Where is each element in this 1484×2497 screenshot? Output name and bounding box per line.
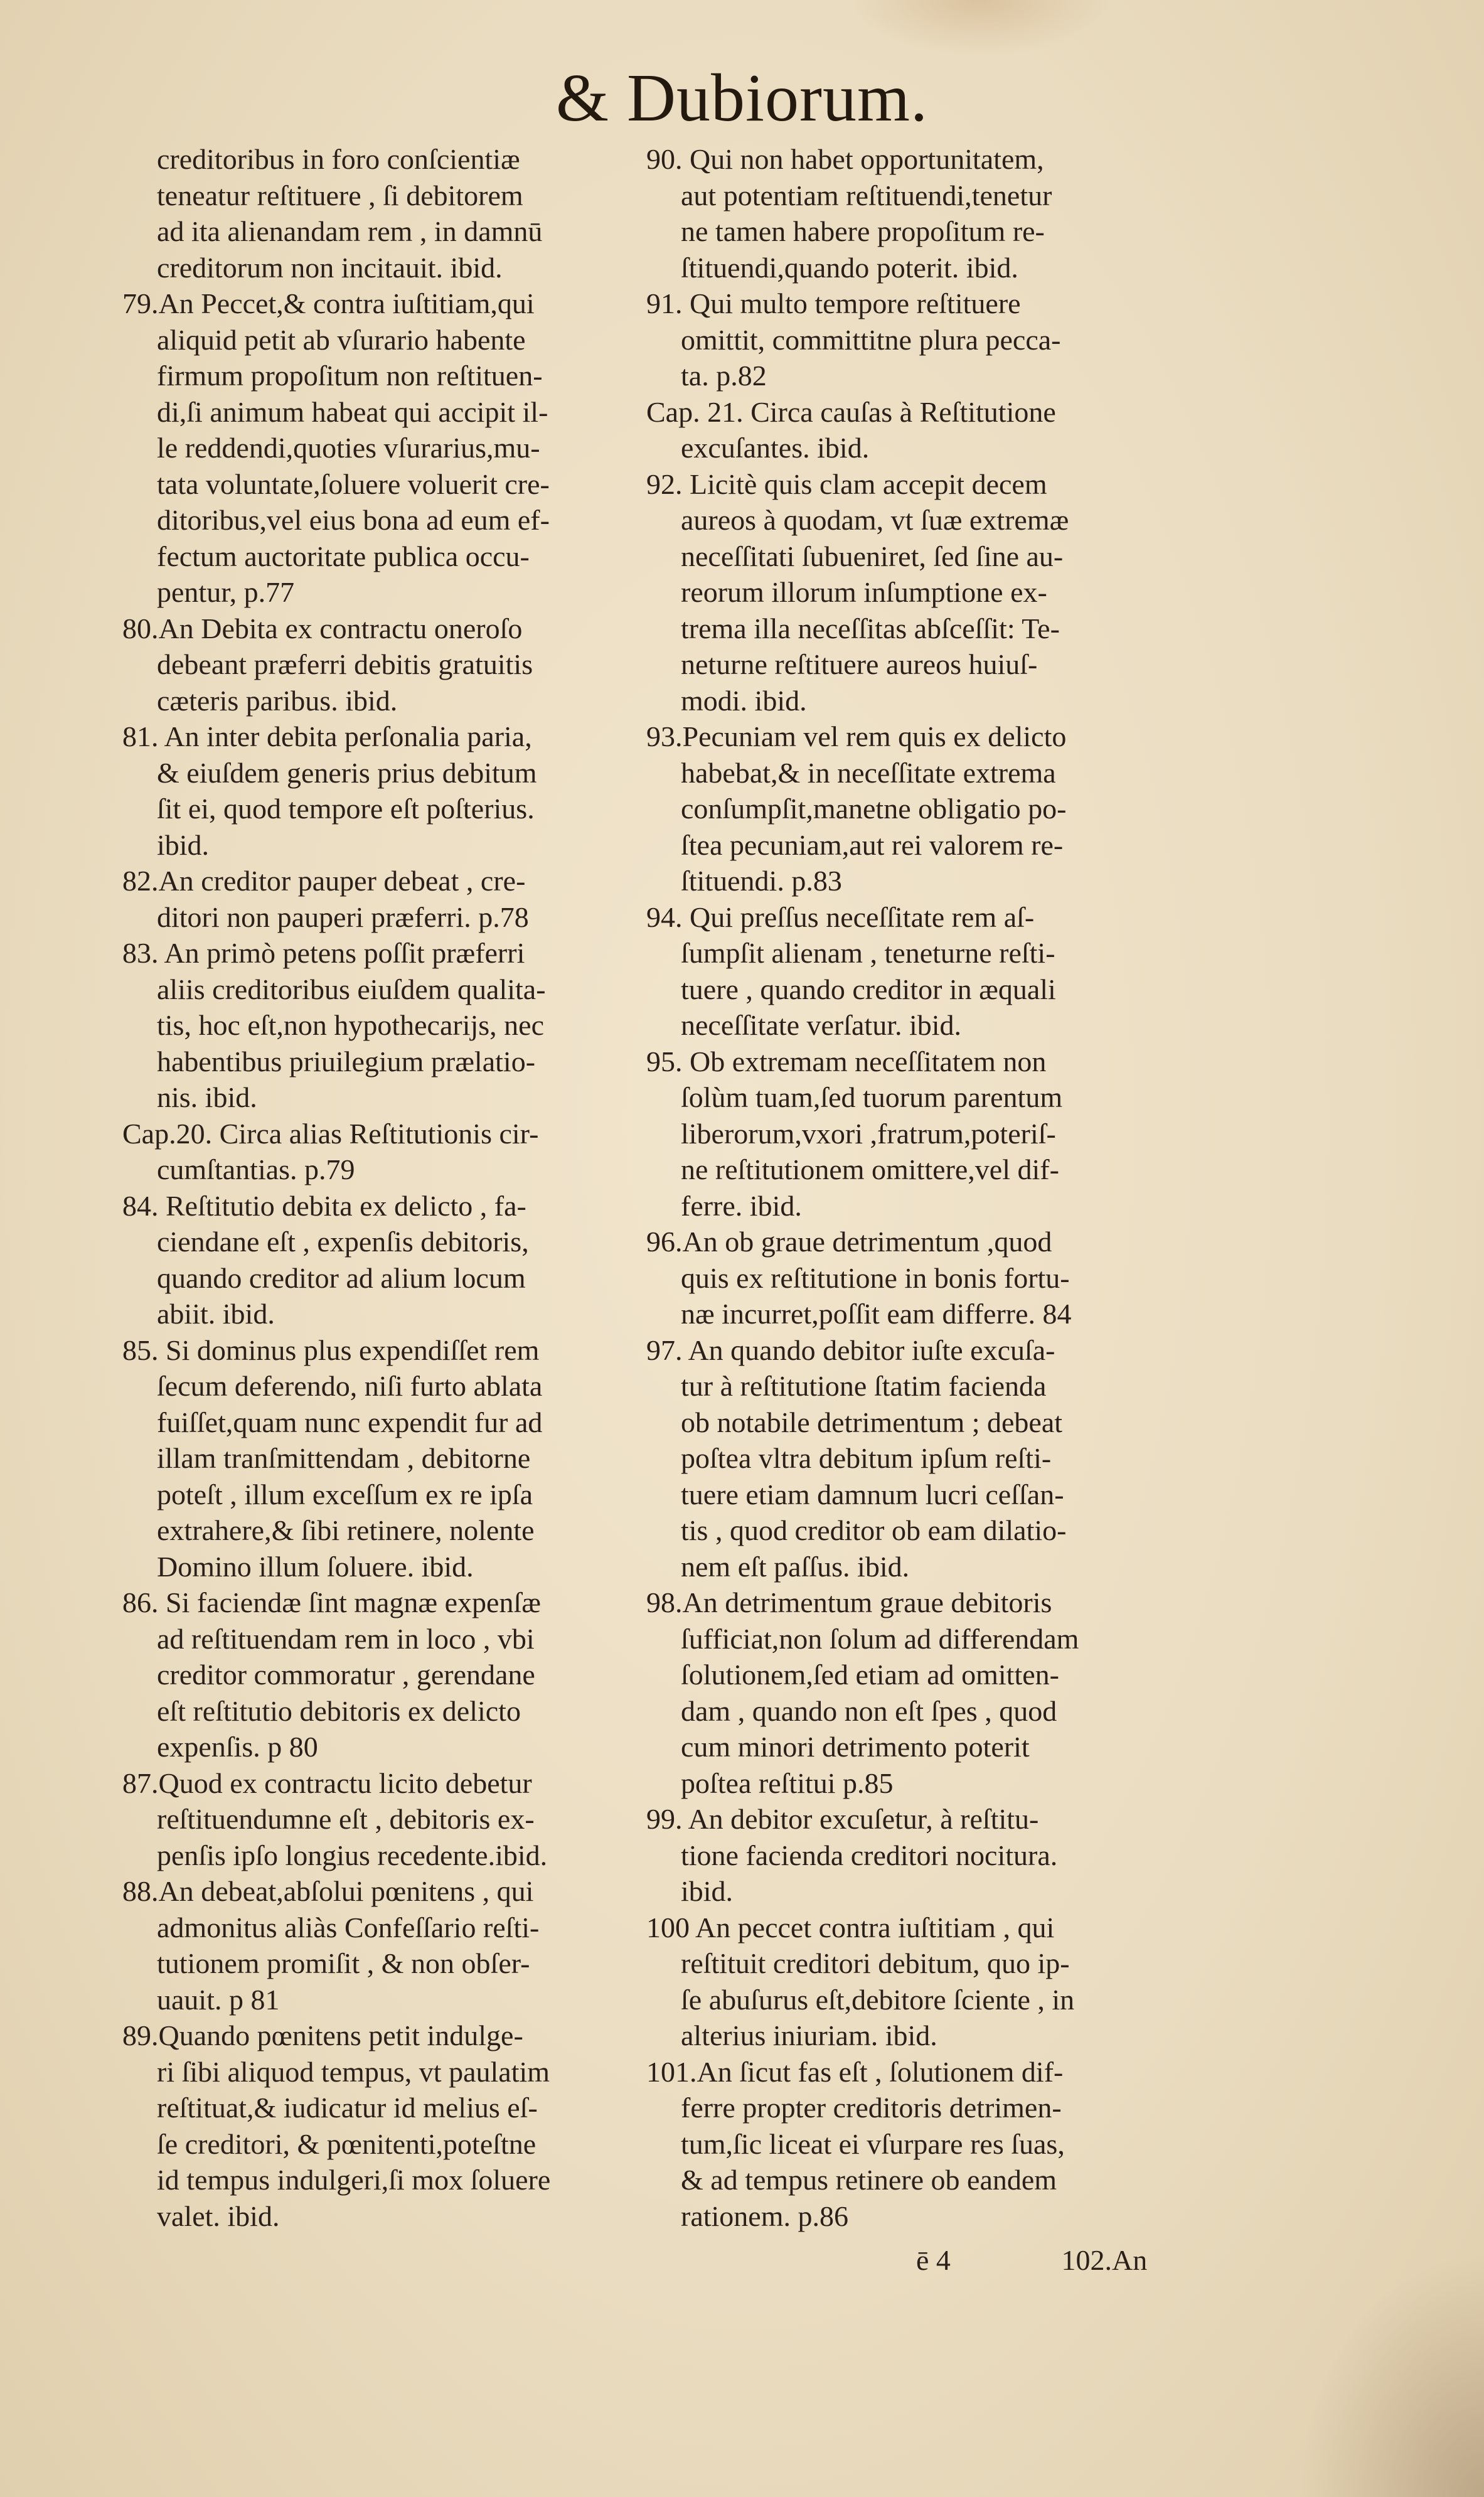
- entry-line: 98.An detrimentum graue debitoris: [646, 1586, 1052, 1618]
- entry-line: ſtituendi,quando poterit. ibid.: [681, 251, 1018, 284]
- entry-line: ferre propter creditoris detrimen-: [681, 2092, 1062, 2124]
- entry-line: habebat,& in neceſſitate extrema: [681, 756, 1056, 789]
- entry-line: ſolutionem,ſed etiam ad omitten-: [681, 1659, 1059, 1691]
- entry-line: creditorum non incitauit. ibid.: [157, 251, 503, 284]
- chapter-heading: [122, 1116, 599, 1188]
- entry-line: cum minori detrimento poterit: [681, 1731, 1030, 1763]
- index-entry: [646, 1910, 1148, 2054]
- paper-stain: [847, 0, 1111, 56]
- entry-line: ſecum deferendo, niſi furto ablata: [157, 1370, 543, 1402]
- entry-line: dam , quando non eſt ſpes , quod: [681, 1694, 1057, 1727]
- entry-line: teneatur reſtituere , ſi debitorem: [157, 179, 523, 211]
- page-footer: [916, 2243, 1147, 2277]
- index-entry: [122, 2018, 599, 2234]
- entry-line: ad ita alienandam rem , in damnū: [157, 215, 543, 247]
- entry-line: 84. Reſtitutio debita ex delicto , fa-: [122, 1189, 526, 1222]
- entry-line: valet. ibid.: [157, 2200, 280, 2232]
- entry-line: ciendane eſt , expenſis debitoris,: [157, 1226, 529, 1258]
- entry-line: 99. An debitor excuſetur, à reſtitu-: [646, 1803, 1039, 1835]
- entry-line: neceſſitate verſatur. ibid.: [681, 1009, 962, 1041]
- entry-line: conſumpſit,manetne obligatio po-: [681, 793, 1067, 825]
- entry-line: creditoribus in foro conſcientiæ: [157, 143, 520, 175]
- entry-line: 80.An Debita ex contractu oneroſo: [122, 612, 523, 644]
- entry-line: & ad tempus retinere ob eandem: [681, 2164, 1057, 2196]
- entry-line: aliis creditoribus eiuſdem qualita-: [157, 973, 546, 1005]
- entry-line: tutionem promiſit , & non obſer-: [157, 1947, 530, 1979]
- chapter-heading: [646, 394, 1148, 466]
- index-entry: [646, 1044, 1148, 1224]
- entry-line: tur à reſtitutione ſtatim facienda: [681, 1370, 1047, 1402]
- entry-line: fuiſſet,quam nunc expendit fur ad: [157, 1406, 543, 1438]
- entry-line: excuſantes. ibid.: [681, 432, 870, 464]
- entry-line: & eiuſdem generis prius debitum: [157, 756, 537, 789]
- entry-line: di,ſi animum habeat qui accipit il-: [157, 395, 548, 428]
- entry-line: quando creditor ad alium locum: [157, 1261, 526, 1294]
- entry-line: 95. Ob extremam neceſſitatem non: [646, 1045, 1047, 1077]
- entry-line: firmum propoſitum non reſtituen-: [157, 360, 543, 392]
- entry-line: ne reſtitutionem omittere,vel dif-: [681, 1153, 1059, 1185]
- entry-line: ſolùm tuam,ſed tuorum parentum: [681, 1081, 1063, 1113]
- entry-line: nem eſt paſſus. ibid.: [681, 1550, 910, 1583]
- catchword: 102.An: [1061, 2244, 1148, 2276]
- entry-line: alterius iniuriam. ibid.: [681, 2019, 937, 2051]
- entry-line: 92. Licitè quis clam accepit decem: [646, 468, 1047, 500]
- entry-line: ſe abuſurus eſt,debitore ſciente , in: [681, 1983, 1075, 2016]
- entry-line: nis. ibid.: [157, 1081, 257, 1113]
- index-entry: [122, 1188, 599, 1332]
- left-column: [122, 141, 599, 2234]
- index-entry: [646, 141, 1148, 286]
- entry-line: Cap.20. Circa alias Reſtitutionis cir-: [122, 1117, 539, 1150]
- entry-line: trema illa neceſſitas abſceſſit: Te-: [681, 612, 1060, 644]
- entry-line: quis ex reſtitutione in bonis fortu-: [681, 1261, 1070, 1294]
- entry-line: uauit. p 81: [157, 1983, 280, 2016]
- entry-line: debeant præferri debitis gratuitis: [157, 648, 533, 680]
- entry-line: expenſis. p 80: [157, 1731, 318, 1763]
- index-entry: [646, 1224, 1148, 1332]
- index-entry: [122, 1585, 599, 1765]
- entry-line: le reddendi,quoties vſurarius,mu-: [157, 432, 540, 464]
- entry-line: aureos à quodam, vt ſuæ extremæ: [681, 504, 1069, 536]
- entry-line: creditor commoratur , gerendane: [157, 1659, 535, 1691]
- entry-line: 81. An inter debita perſonalia paria,: [122, 720, 532, 752]
- signature-mark: ē 4: [916, 2244, 951, 2276]
- entry-line: reſtituendumne eſt , debitoris ex-: [157, 1803, 535, 1835]
- entry-line: poſtea reſtitui p.85: [681, 1767, 894, 1799]
- entry-line: cæteris paribus. ibid.: [157, 684, 398, 717]
- index-entry: [122, 1332, 599, 1585]
- entry-line: tis, hoc eſt,non hypothecarijs, nec: [157, 1009, 545, 1041]
- entry-line: omittit, committitne plura pecca-: [681, 323, 1061, 356]
- paper-stain: [1283, 2233, 1484, 2497]
- entry-line: abiit. ibid.: [157, 1298, 275, 1330]
- entry-line: 94. Qui preſſus neceſſitate rem aſ-: [646, 901, 1035, 933]
- entry-line: modi. ibid.: [681, 684, 807, 717]
- entry-line: ad reſtituendam rem in loco , vbi: [157, 1622, 535, 1655]
- running-head: & Dubiorum.: [556, 61, 928, 136]
- index-entry: [646, 719, 1148, 899]
- entry-line: ſufficiat,non ſolum ad differendam: [681, 1622, 1079, 1655]
- entry-line: aliquid petit ab vſurario habente: [157, 323, 526, 356]
- entry-line: penſis ipſo longius recedente.ibid.: [157, 1839, 548, 1871]
- entry-line: habentibus priuilegium prælatio-: [157, 1045, 536, 1077]
- entry-line: ibid.: [681, 1875, 734, 1907]
- entry-line: ſtea pecuniam,aut rei valorem re-: [681, 828, 1064, 861]
- right-column: [646, 141, 1148, 2234]
- entry-line: 85. Si dominus plus expendiſſet rem: [122, 1334, 540, 1366]
- index-entry: [122, 286, 599, 611]
- entry-line: 91. Qui multo tempore reſtituere: [646, 287, 1021, 319]
- entry-line: reorum illorum inſumptione ex-: [681, 576, 1047, 608]
- entry-line: pentur, p.77: [157, 576, 295, 608]
- entry-line: 100 An peccet contra iuſtitiam , qui: [646, 1911, 1055, 1944]
- entry-line: ob notabile detrimentum ; debeat: [681, 1406, 1063, 1438]
- entry-line: ne tamen habere propoſitum re-: [681, 215, 1045, 247]
- entry-line: 87.Quod ex contractu licito debetur: [122, 1767, 532, 1799]
- entry-line: 83. An primò petens poſſit præferri: [122, 937, 525, 969]
- entry-line: 86. Si faciendæ ſint magnæ expenſæ: [122, 1586, 541, 1618]
- entry-line: tis , quod creditor ob eam dilatio-: [681, 1514, 1067, 1546]
- entry-line: aut potentiam reſtituendi,tenetur: [681, 179, 1052, 211]
- index-entry: [646, 1332, 1148, 1585]
- entry-line: liberorum,vxori ,fratrum,poteriſ-: [681, 1117, 1056, 1150]
- entry-line: eſt reſtitutio debitoris ex delicto: [157, 1694, 521, 1727]
- entry-line: 97. An quando debitor iuſte excuſa-: [646, 1334, 1055, 1366]
- entry-line: ſtituendi. p.83: [681, 865, 842, 897]
- entry-line: ferre. ibid.: [681, 1189, 802, 1222]
- entry-line: tata voluntate,ſoluere voluerit cre-: [157, 468, 550, 500]
- entry-line: rationem. p.86: [681, 2200, 848, 2232]
- entry-line: 88.An debeat,abſolui pœnitens , qui: [122, 1875, 534, 1907]
- index-entry: [122, 719, 599, 863]
- entry-line: 96.An ob graue detrimentum ,quod: [646, 1226, 1052, 1258]
- entry-line: ditoribus,vel eius bona ad eum ef-: [157, 504, 550, 536]
- entry-line: extrahere,& ſibi retinere, nolente: [157, 1514, 535, 1546]
- entry-line: id tempus indulgeri,ſi mox ſoluere: [157, 2164, 551, 2196]
- index-entry: [646, 466, 1148, 719]
- index-entry: [122, 141, 599, 286]
- index-entry: [122, 1765, 599, 1874]
- entry-line: ſit ei, quod tempore eſt poſterius.: [157, 793, 535, 825]
- entry-line: cumſtantias. p.79: [157, 1153, 355, 1185]
- entry-line: 93.Pecuniam vel rem quis ex delicto: [646, 720, 1067, 752]
- entry-line: neturne reſtituere aureos huiuſ-: [681, 648, 1038, 680]
- entry-line: 90. Qui non habet opportunitatem,: [646, 143, 1044, 175]
- index-entry: [646, 1585, 1148, 1801]
- entry-line: ta. p.82: [681, 360, 767, 392]
- entry-line: næ incurret,poſſit eam differre. 84: [681, 1298, 1072, 1330]
- entry-line: reſtituit creditori debitum, quo ip-: [681, 1947, 1070, 1979]
- entry-line: tione facienda creditori nocitura.: [681, 1839, 1058, 1871]
- index-entry: [122, 611, 599, 719]
- index-entry: [122, 935, 599, 1116]
- entry-line: poſtea vltra debitum ipſum reſti-: [681, 1442, 1052, 1474]
- entry-line: illam tranſmittendam , debitorne: [157, 1442, 531, 1474]
- entry-line: admonitus aliàs Confeſſario reſti-: [157, 1911, 540, 1944]
- entry-line: 82.An creditor pauper debeat , cre-: [122, 865, 526, 897]
- entry-line: ſumpſit alienam , teneturne reſti-: [681, 937, 1055, 969]
- entry-line: Domino illum ſoluere. ibid.: [157, 1550, 474, 1583]
- entry-line: Cap. 21. Circa cauſas à Reſtitutione: [646, 395, 1056, 428]
- entry-line: poteſt , illum exceſſum ex re ipſa: [157, 1478, 533, 1510]
- entry-line: neceſſitati ſubueniret, ſed ſine au-: [681, 540, 1064, 572]
- entry-line: ibid.: [157, 828, 210, 861]
- entry-line: tuere etiam damnum lucri ceſſan-: [681, 1478, 1064, 1510]
- index-entry: [122, 1873, 599, 2018]
- entry-line: tum,ſic liceat ei vſurpare res ſuas,: [681, 2127, 1065, 2160]
- index-entry: [646, 899, 1148, 1044]
- entry-line: 101.An ſicut fas eſt , ſolutionem dif-: [646, 2055, 1064, 2088]
- entry-line: reſtituat,& iudicatur id melius eſ-: [157, 2092, 538, 2124]
- entry-line: tuere , quando creditor in æquali: [681, 973, 1056, 1005]
- index-entry: [646, 1801, 1148, 1910]
- index-entry: [646, 2054, 1148, 2235]
- entry-line: 89.Quando pœnitens petit indulge-: [122, 2019, 523, 2051]
- entry-line: 79.An Peccet,& contra iuſtitiam,qui: [122, 287, 535, 319]
- index-entry: [122, 863, 599, 935]
- entry-line: ditori non pauperi præferri. p.78: [157, 901, 529, 933]
- entry-line: ſe creditori, & pœnitenti,poteſtne: [157, 2127, 536, 2160]
- entry-line: fectum auctoritate publica occu-: [157, 540, 530, 572]
- index-entry: [646, 286, 1148, 394]
- entry-line: ri ſibi aliquod tempus, vt paulatim: [157, 2055, 550, 2088]
